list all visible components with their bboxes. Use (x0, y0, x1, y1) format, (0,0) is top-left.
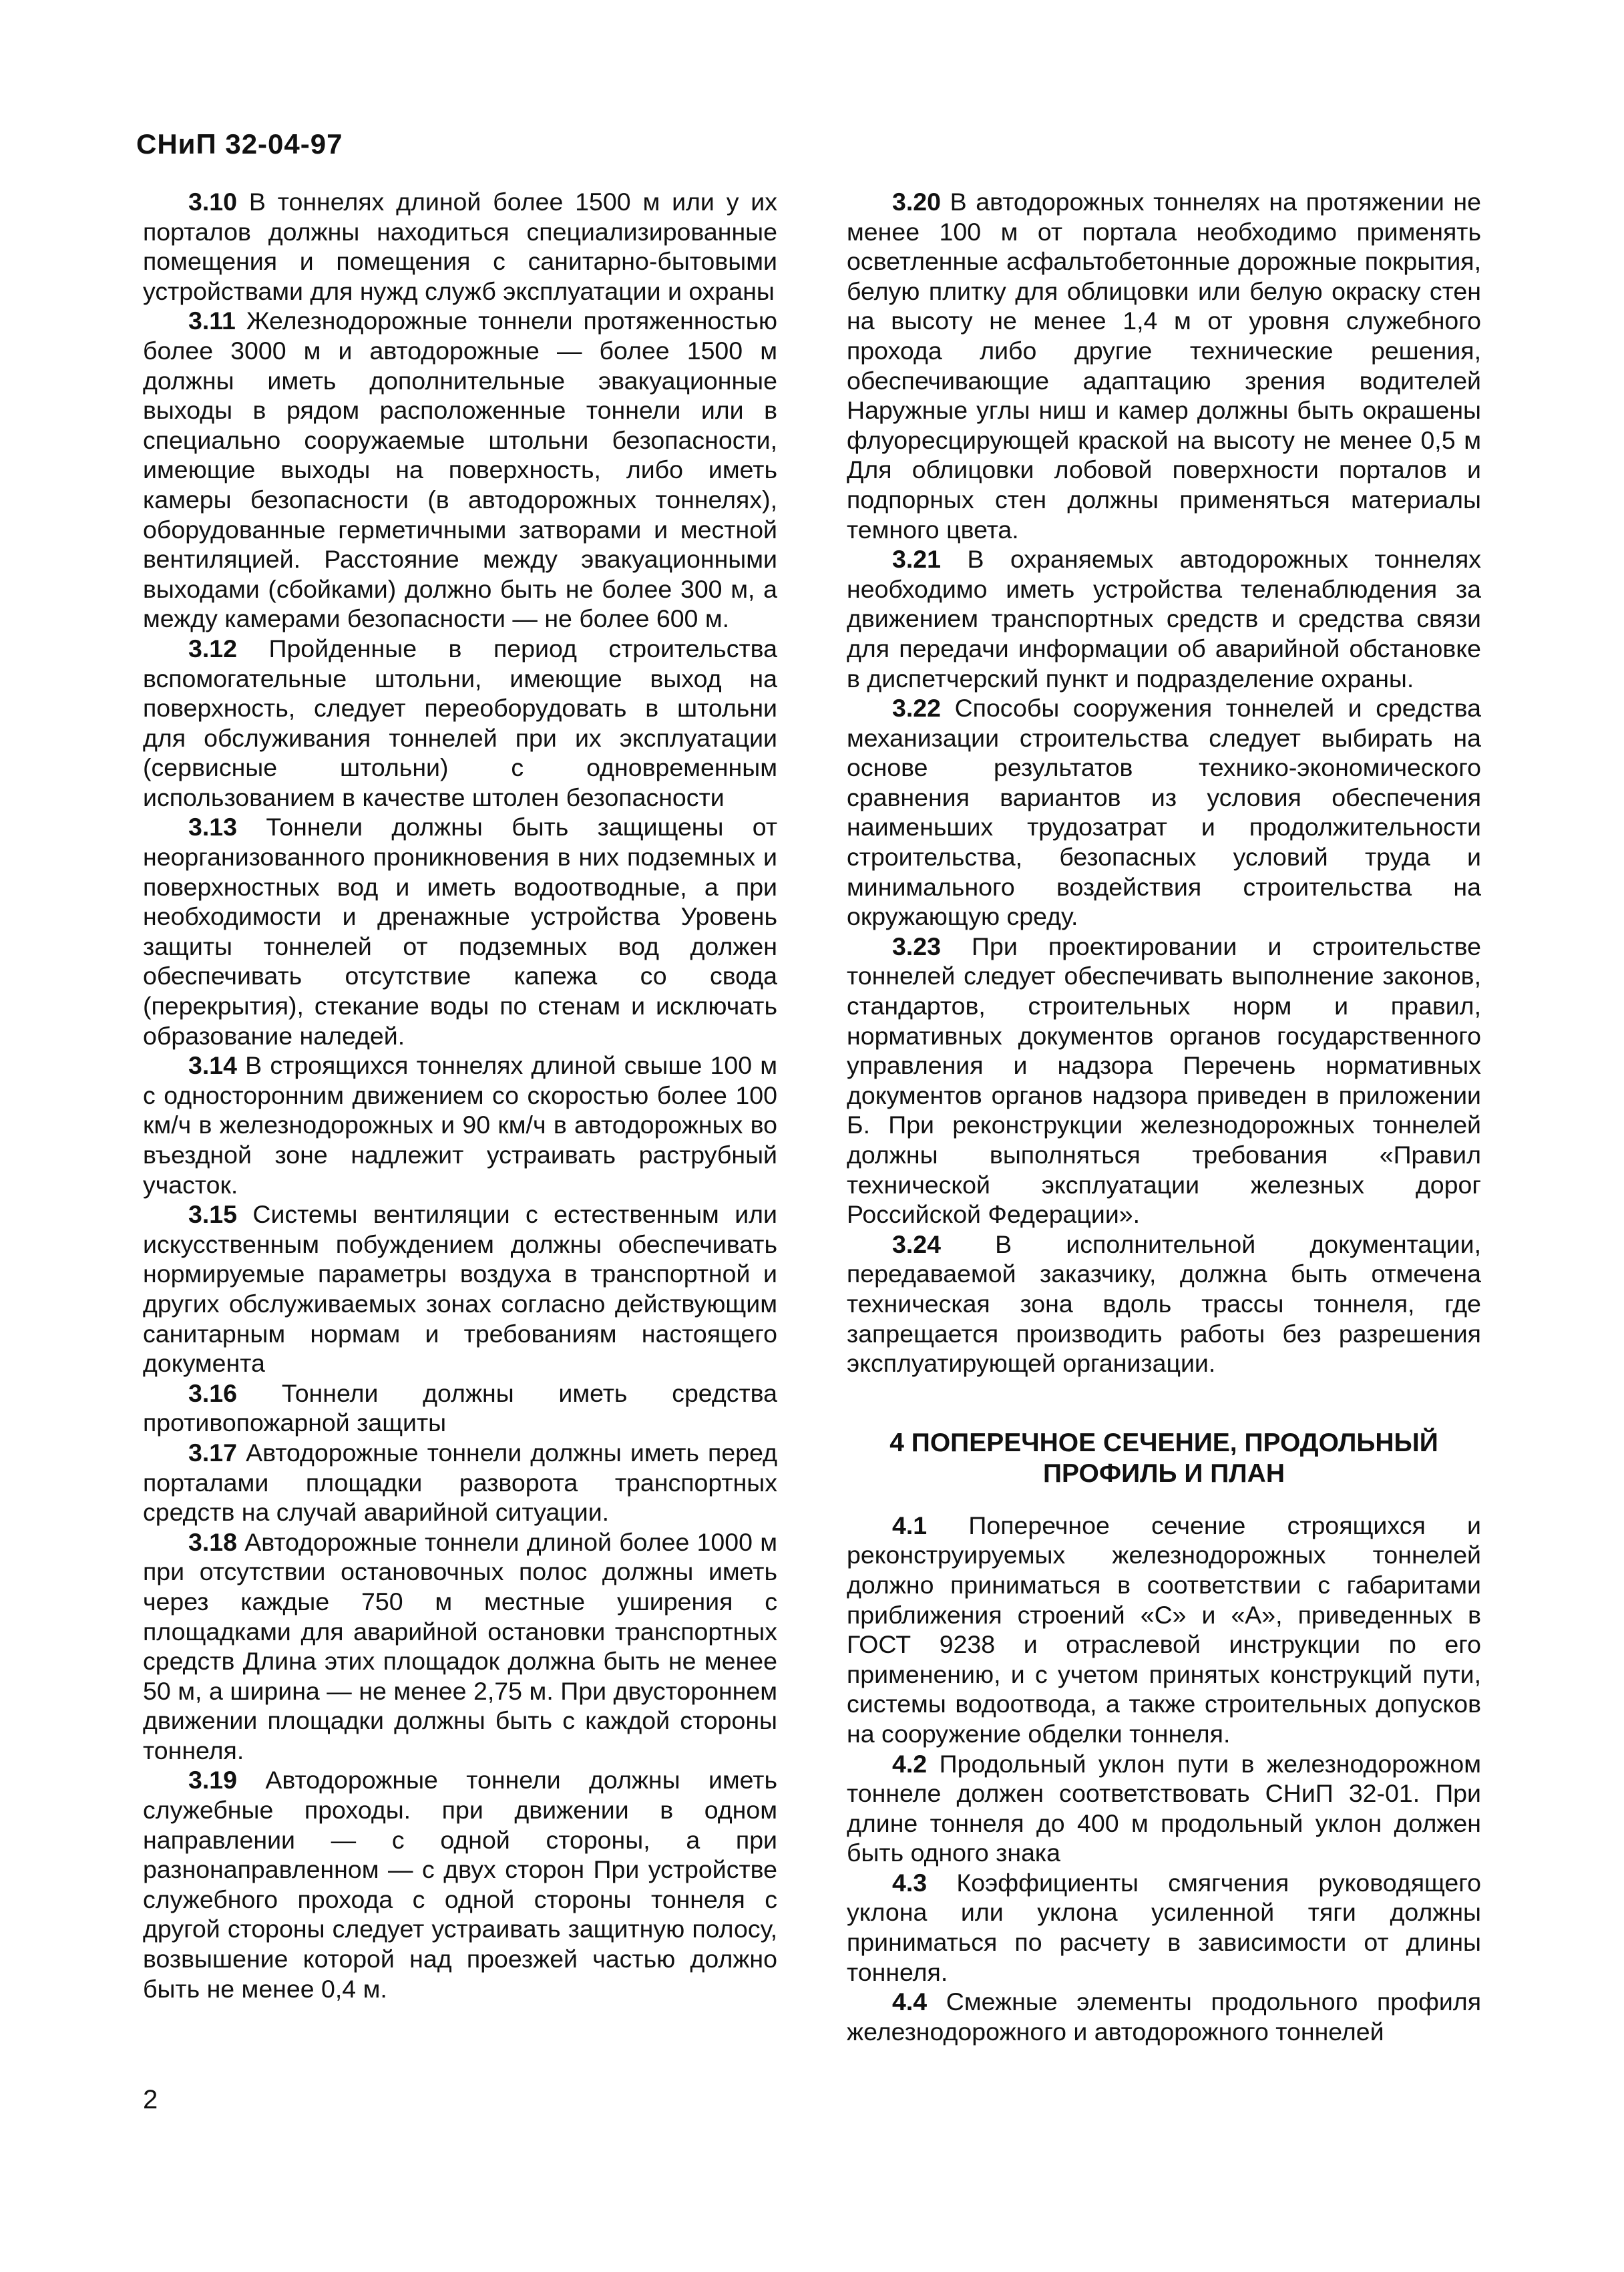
clause-3-13 (143, 812, 777, 1051)
clause-3-24 (847, 1229, 1481, 1378)
clause-number: 3.17 (188, 1438, 237, 1467)
clause-number: 3.22 (892, 694, 941, 723)
clause-text: При проектировании и строительстве тоннелей следует обеспечивать выполнение законов, стандартов, строительных норм и правил, нормативных документов органов государственного управления и надзора Перечень нормативных документов органов надзора приведен в приложении Б. При реконструкции железнодорожных тоннелей должны выполняться требования «Правил технической эксплуатации железных дорог Российской Федерации». (847, 932, 1481, 1229)
clause-3-22 (847, 693, 1481, 932)
clause-text: Продольный уклон пути в железнодорожном тоннеле должен соответствовать СНиП 32-01. При длине тоннеля до 400 м продольный уклон должен быть одного знака (847, 1749, 1481, 1867)
clause-3-18 (143, 1527, 777, 1766)
clause-number: 3.10 (188, 188, 237, 216)
clause-text: Поперечное сечение строящихся и реконструируемых железнодорожных тоннелей должно приниматься в соответствии с габаритами приближения строений «С» и «А», приведенных в ГОСТ 9238 и отраслевой инструкции по его применению, и с учетом принятых конструкций пути, системы водоотвода, а также строительных допусков на сооружение обделки тоннеля. (847, 1511, 1481, 1748)
clause-text: Смежные элементы продольного профиля железнодорожного и автодорожного тоннелей (847, 1987, 1481, 2046)
clause-3-12 (143, 634, 777, 813)
clause-number: 3.23 (892, 932, 941, 960)
clause-number: 3.20 (892, 188, 941, 216)
clause-3-15 (143, 1199, 777, 1378)
clause-number: 4.1 (892, 1511, 928, 1539)
clause-3-10 (143, 187, 777, 306)
clause-4-3 (847, 1868, 1481, 1987)
clause-3-14 (143, 1051, 777, 1199)
clause-number: 3.18 (188, 1527, 237, 1556)
clause-number: 3.24 (892, 1229, 941, 1258)
clause-text: Пройденные в период строительства вспомогательные штольни, имеющие выход на поверхность, следует переоборудовать в штольни для обслуживания тоннелей при их эксплуатации (сервисные штольни) с одновременным использованием в качестве штолен безопасности (143, 634, 777, 811)
clause-text: Системы вентиляции с естественным или искусственным побуждением должны обеспечивать нормируемые параметры воздуха в транспортной и других обслуживаемых зонах согласно действующим санитарным нормам и требованиям настоящего документа (143, 1200, 777, 1378)
document-code: СНиП 32-04-97 (136, 128, 343, 160)
clause-text: В тоннелях длиной более 1500 м или у их порталов должны находиться специализированные помещения и помещения с санитарно-бытовыми устройствами для нужд служб эксплуатации и охраны (143, 188, 777, 305)
clause-4-4 (847, 1987, 1481, 2046)
clause-number: 4.2 (892, 1749, 928, 1778)
clause-4-2 (847, 1749, 1481, 1868)
clause-number: 4.3 (892, 1868, 928, 1897)
section-title-line: ПРОФИЛЬ И ПЛАН (1042, 1459, 1285, 1488)
clause-3-17 (143, 1438, 777, 1527)
clause-3-11 (143, 306, 777, 634)
clause-text: Коэффициенты смягчения руководящего уклона или уклона усиленной тяги должны приниматься по расчету в зависимости от длины тоннеля. (847, 1868, 1481, 1986)
clause-4-1 (847, 1511, 1481, 1749)
clause-text: Способы сооружения тоннелей и средства механизации строительства следует выбирать на основе результатов технико-экономического сравнения вариантов из условия обеспечения наименьших трудозатрат и продолжительности строительства, безопасных условий труда и минимального воздействия строительства на окружающую среду. (847, 694, 1481, 931)
clause-3-20 (847, 187, 1481, 544)
clause-3-23 (847, 932, 1481, 1229)
clause-text: В исполнительной документации, передаваемой заказчику, должна быть отмечена техническая зона вдоль трассы тоннеля, где запрещается производить работы без разрешения эксплуатирующей организации. (847, 1229, 1481, 1378)
clause-text: Автодорожные тоннели длиной более 1000 м при отсутствии остановочных полос должны иметь через каждые 750 м местные уширения с площадками для аварийной остановки транспортных средств Длина этих площадок должна быть не менее 50 м, а ширина — не менее 2,75 м. При двустороннем движении площадки должны быть с каждой стороны тоннеля. (143, 1527, 777, 1764)
clause-number: 4.4 (892, 1987, 928, 2016)
clause-3-19 (143, 1765, 777, 2004)
clause-number: 3.11 (188, 307, 236, 335)
clause-number: 3.14 (188, 1051, 237, 1080)
clause-number: 3.19 (188, 1766, 237, 1794)
clause-number: 3.13 (188, 813, 237, 841)
clause-text: Тоннели должны быть защищены от неорганизованного проникновения в них подземных и поверхностных вод и иметь водоотводные, а при необходимости и дренажные устройства Уровень защиты тоннелей от подземных вод должен обеспечивать отсутствие капежа со свода (перекрытия), стекание воды по стенам и исключать образование наледей. (143, 813, 777, 1050)
left-column (143, 187, 777, 2004)
clause-text: В строящихся тоннелях длиной свыше 100 м с односторонним движением со скоростью более 100 км/ч в железнодорожных и 90 км/ч в автодорожных во въездной зоне надлежит устраивать раструбный участок. (143, 1051, 777, 1199)
right-column (847, 187, 1481, 2046)
clause-text: Тоннели должны иметь средства противопожарной защиты (143, 1378, 777, 1437)
clause-text: Автодорожные тоннели должны иметь перед порталами площадки разворота транспортных средств на случай аварийной ситуации. (143, 1438, 777, 1527)
clause-text: В охраняемых автодорожных тоннелях необходимо иметь устройства теленаблюдения за движением транспортных средств и средства связи для передачи информации об аварийной обстановке в диспетчерский пункт и подразделение охраны. (847, 545, 1481, 693)
clause-text: В автодорожных тоннелях на протяжении не менее 100 м от портала необходимо применять осветленные асфальтобетонные дорожные покрытия, белую плитку для облицовки или белую окраску стен на высоту не менее 1,4 м от уровня служебного прохода либо другие технические решения, обеспечивающие адаптацию зрения водителей Наружные углы ниш и камер должны быть окрашены флуоресцирующей краской на высоту не менее 0,5 м Для облицовки лобовой поверхности порталов и подпорных стен должны применяться материалы темного цвета. (847, 188, 1481, 544)
clause-3-21 (847, 544, 1481, 693)
clause-text: Железнодорожные тоннели протяженностью более 3000 м и автодорожные — более 1500 м должны иметь дополнительные эвакуационные выходы в рядом расположенные тоннели или в специально сооружаемые штольни безопасности, имеющие выходы на поверхность, либо иметь камеры безопасности (в автодорожных тоннелях), оборудованные герметичными затворами и местной вентиляцией. Расстояние между эвакуационными выходами (сбойками) должно быть не более 300 м, а между камерами безопасности — не более 600 м. (143, 307, 777, 633)
clause-number: 3.21 (892, 545, 941, 574)
section-4-title (847, 1428, 1481, 1489)
clause-number: 3.16 (188, 1378, 237, 1407)
clause-3-16 (143, 1378, 777, 1438)
clause-text: Автодорожные тоннели должны иметь служебные проходы. при движении в одном направлении — с одной стороны, а при разнонаправленном — с двух сторон При устройстве служебного прохода с одной стороны тоннеля с другой стороны следует устраивать защитную полосу, возвышение которой над проезжей частью должно быть не менее 0,4 м. (143, 1766, 777, 2003)
page-number: 2 (143, 2085, 158, 2114)
section-title-line: 4 ПОПЕРЕЧНОЕ СЕЧЕНИЕ, ПРОДОЛЬНЫЙ (889, 1428, 1438, 1457)
clause-number: 3.12 (188, 634, 237, 662)
clause-number: 3.15 (188, 1200, 237, 1229)
